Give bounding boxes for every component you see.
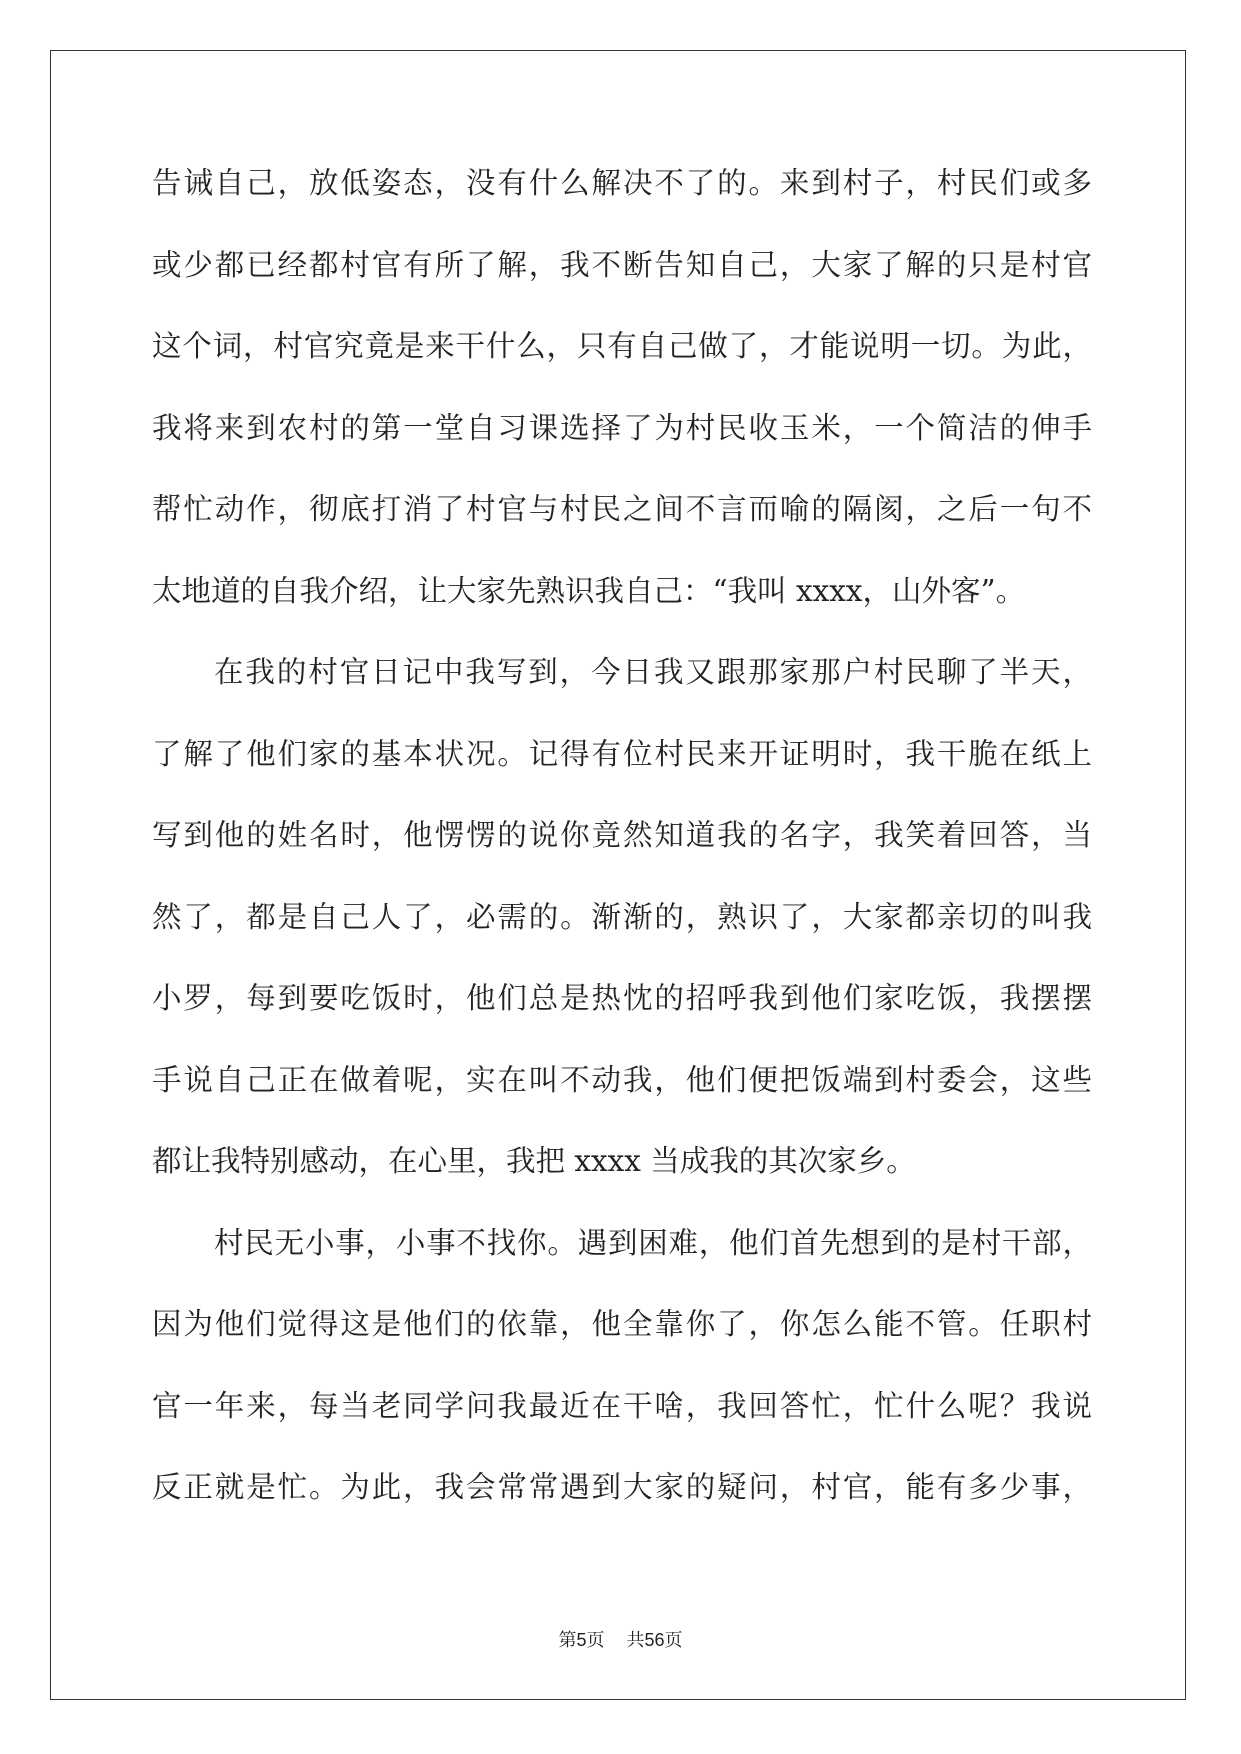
text-line: 都让我特别感动，在心里，我把 xxxx 当成我的其次家乡。 <box>152 1144 916 1178</box>
page-footer <box>0 1626 1241 1652</box>
text-line: 我将来到农村的第一堂自习课选择了为村民收玉米，一个简洁的伸手 <box>152 410 1092 445</box>
text-line: 然了，都是自己人了，必需的。渐渐的，熟识了，大家都亲切的叫我 <box>152 899 1092 934</box>
text-line: 告诫自己，放低姿态，没有什么解决不了的。来到村子，村民们或多 <box>152 166 1092 200</box>
page-number: 5 <box>576 1630 587 1650</box>
text-line: 写到他的姓名时，他愣愣的说你竟然知道我的名字，我笑着回答，当 <box>152 818 1092 852</box>
text-line: 村民无小事，小事不找你。遇到困难，他们首先想到的是村干部， <box>214 1225 1092 1260</box>
page-prefix: 第 <box>558 1630 577 1651</box>
body-text <box>152 158 1092 1544</box>
text-line: 手说自己正在做着呢，实在叫不动我，他们便把饭端到村委会，这些 <box>152 1062 1092 1097</box>
total-pages: 56 <box>644 1630 665 1650</box>
text-line: 官一年来，每当老同学问我最近在干啥，我回答忙，忙什么呢？我说 <box>152 1388 1092 1423</box>
text-line: 太地道的自我介绍，让大家先熟识我自己：“我叫 xxxx，山外客”。 <box>152 573 1026 608</box>
text-line: 了解了他们家的基本状况。记得有位村民来开证明时，我干脆在纸上 <box>152 736 1092 771</box>
page-suffix: 页 <box>586 1630 605 1651</box>
total-prefix: 共 <box>626 1630 645 1651</box>
text-line: 在我的村官日记中我写到，今日我又跟那家那户村民聊了半天， <box>214 655 1092 689</box>
text-line: 帮忙动作，彻底打消了村官与村民之间不言而喻的隔阂，之后一句不 <box>152 492 1092 526</box>
text-line: 这个词，村官究竟是来干什么，只有自己做了，才能说明一切。为此， <box>152 329 1092 363</box>
total-suffix: 页 <box>664 1630 683 1651</box>
text-line: 反正就是忙。为此，我会常常遇到大家的疑问，村官，能有多少事， <box>152 1470 1092 1504</box>
text-line: 小罗，每到要吃饭时，他们总是热忱的招呼我到他们家吃饭，我摆摆 <box>152 981 1092 1015</box>
text-line: 或少都已经都村官有所了解，我不断告知自己，大家了解的只是村官 <box>152 247 1092 282</box>
text-line: 因为他们觉得这是他们的依靠，他全靠你了，你怎么能不管。任职村 <box>152 1307 1092 1341</box>
